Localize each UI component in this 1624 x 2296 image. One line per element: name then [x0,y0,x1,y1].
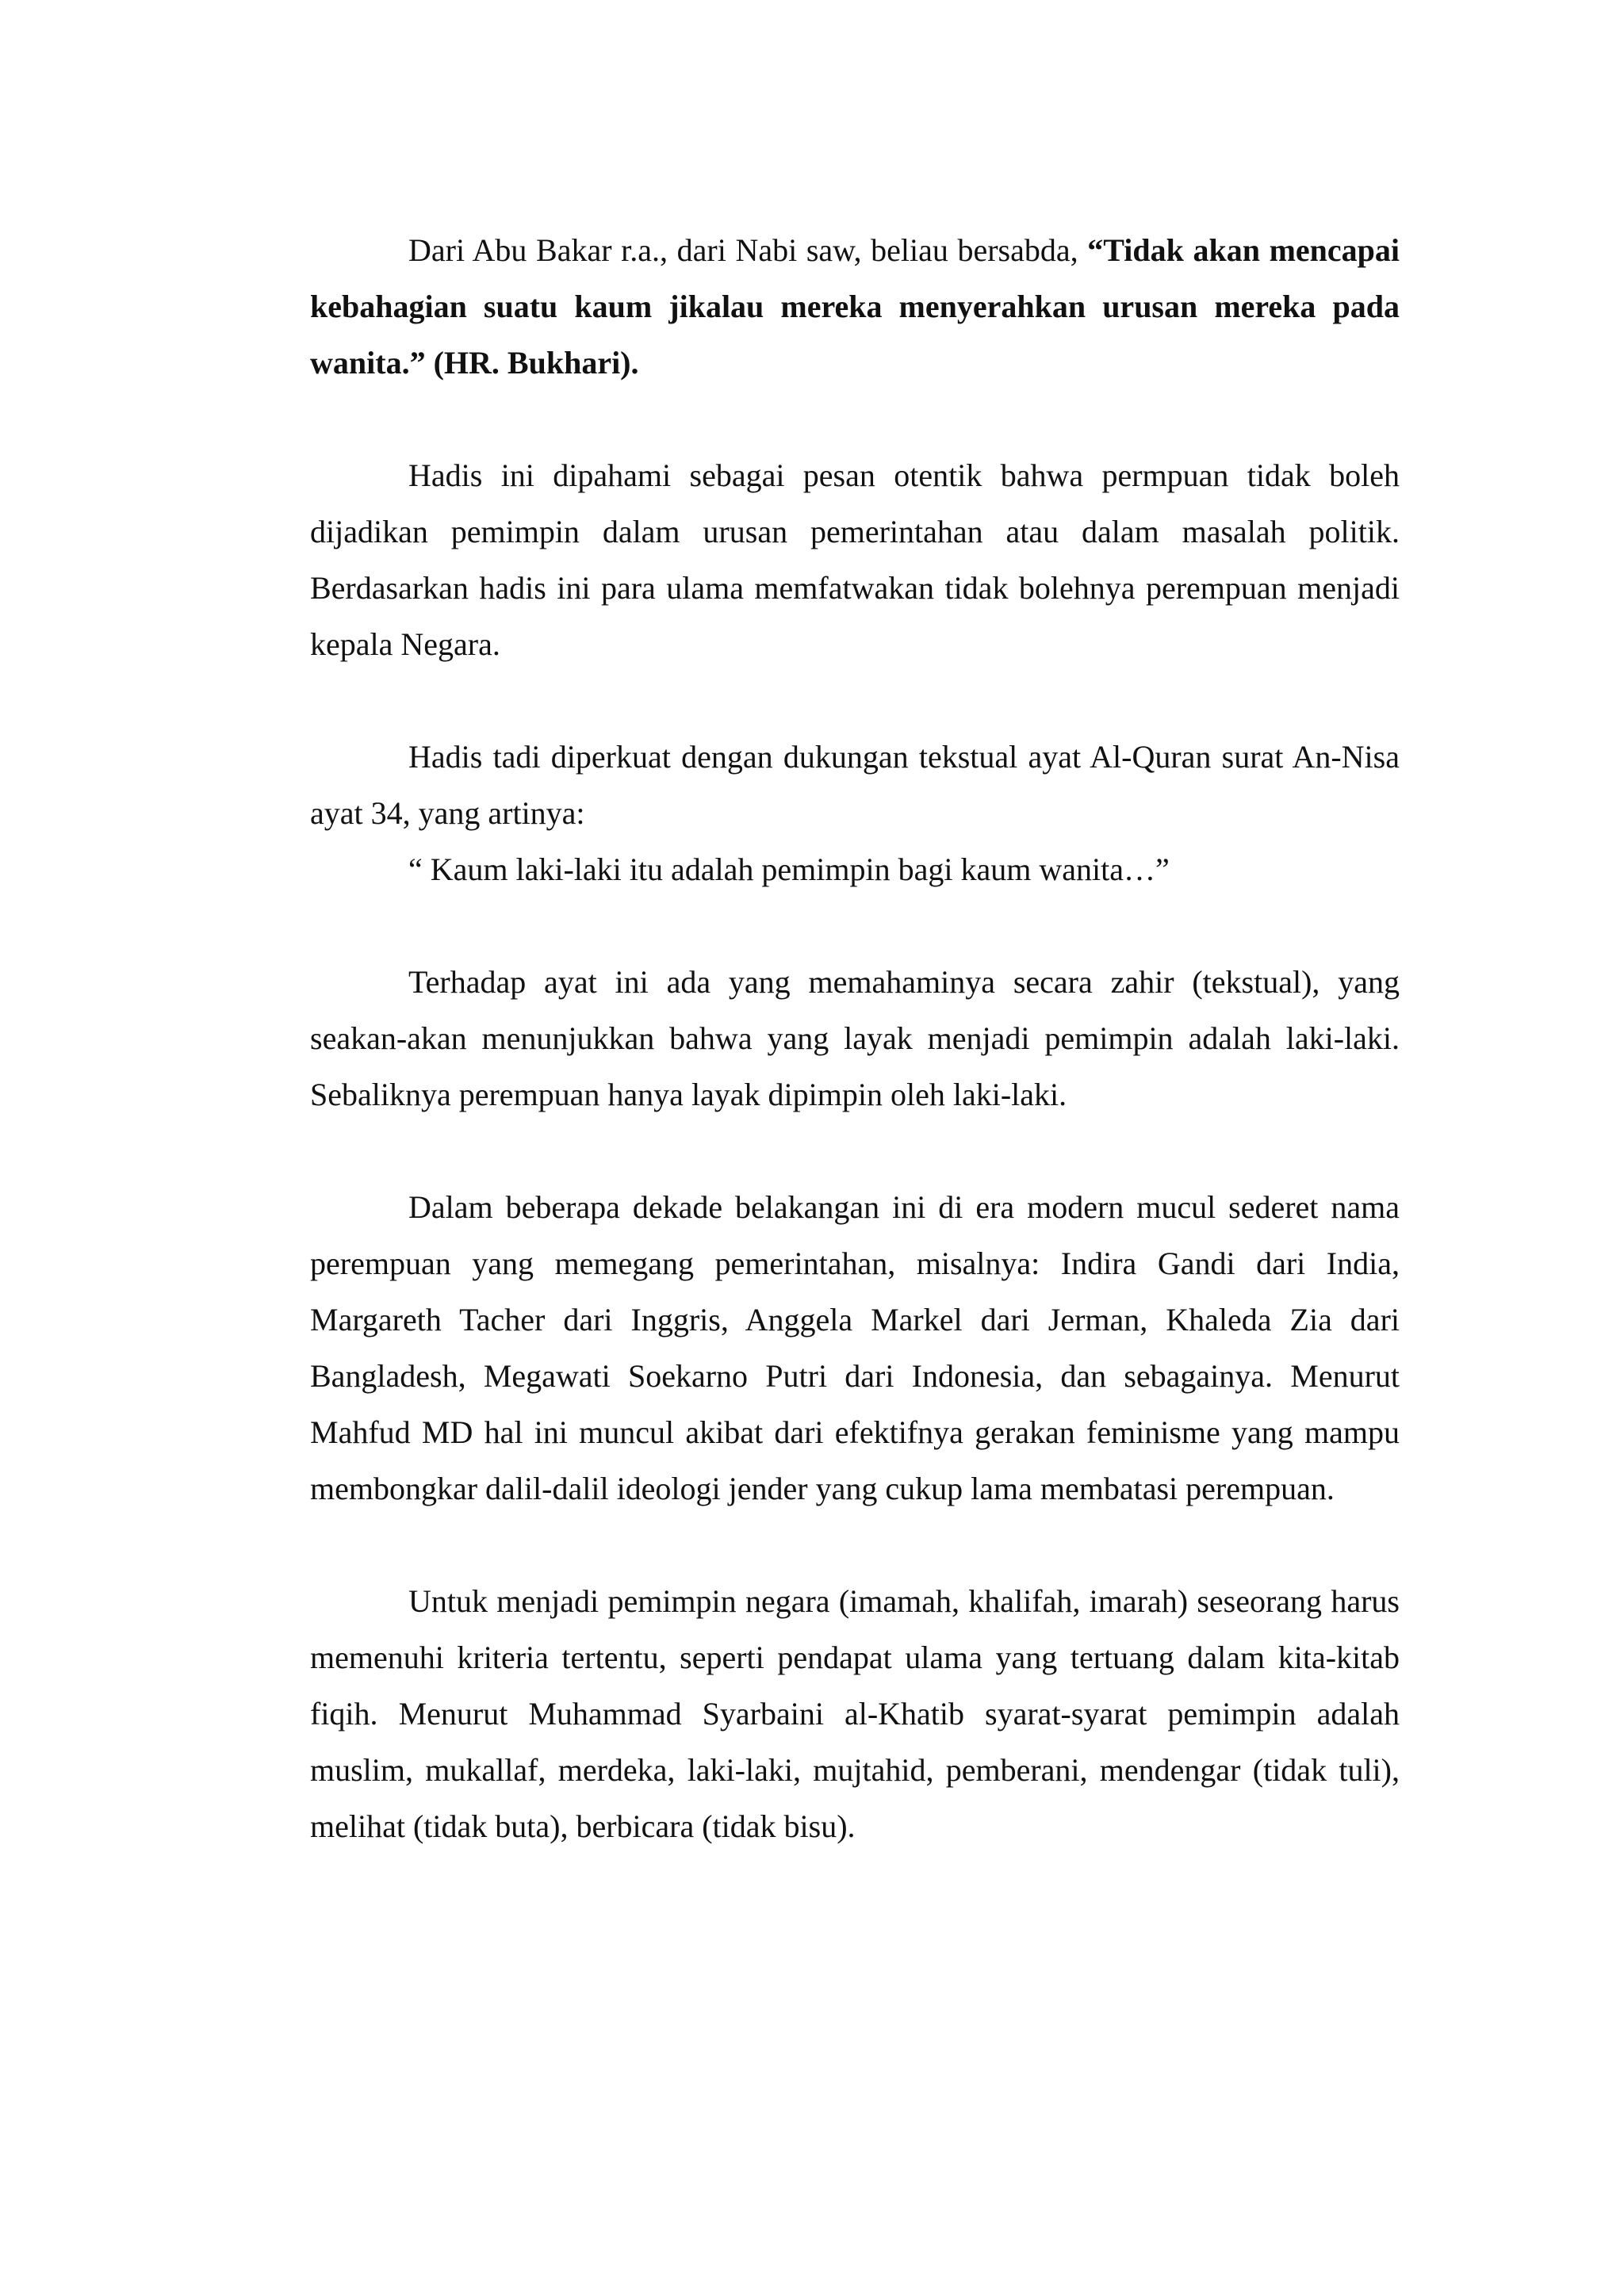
paragraph-quran-support: Hadis tadi diperkuat dengan dukungan tekstual ayat Al-Quran surat An-Nisa ayat 34, yang artinya: [310,739,1400,831]
paragraph-textual-reading: Terhadap ayat ini ada yang memahaminya secara zahir (tekstual), yang seakan-akan menunjukkan bahwa yang layak menjadi pemimpin adalah laki-laki. Sebaliknya perempuan hanya layak dipimpin oleh laki-laki. [310,964,1400,1112]
quran-verse-quote: “ Kaum laki-laki itu adalah pemimpin bagi kaum wanita…” [408,851,1170,887]
paragraph-interpretation: Hadis ini dipahami sebagai pesan otentik bahwa permpuan tidak boleh dijadikan pemimpin dalam urusan pemerintahan atau dalam masalah politik. Berdasarkan hadis ini para ulama memfatwakan tidak bolehnya perempuan menjadi kepala Negara. [310,457,1400,662]
paragraph-hadith [310,222,1400,391]
hadith-quote: “Tidak akan mencapai kebahagian suatu kaum jikalau mereka menyerahkan urusan mereka pada wanita.” [310,232,1400,381]
paragraph-hadith-intro: Dari Abu Bakar r.a., dari Nabi saw, beliau bersabda, [408,232,1088,268]
paragraph-leader-criteria: Untuk menjadi pemimpin negara (imamah, khalifah, imarah) seseorang harus memenuhi kriteria tertentu, seperti pendapat ulama yang tertuang dalam kita-kitab fiqih. Menurut Muhammad Syarbaini al-Khatib syarat-syarat pemimpin adalah muslim, mukallaf, merdeka, laki-laki, mujtahid, pemberani, mendengar (tidak tuli), melihat (tidak buta), berbicara (tidak bisu). [310,1583,1400,1844]
hadith-source: (HR. Bukhari). [425,345,639,381]
paragraph-modern-era: Dalam beberapa dekade belakangan ini di era modern mucul sederet nama perempuan yang memegang pemerintahan, misalnya: Indira Gandi dari India, Margareth Tacher dari Inggris, Anggela Markel dari Jerman, Khaleda Zia dari Bangladesh, Megawati Soekarno Putri dari Indonesia, dan sebagainya. Menurut Mahfud MD hal ini muncul akibat dari efektifnya gerakan feminisme yang mampu membongkar dalil-dalil ideologi jender yang cukup lama membatasi perempuan. [310,1189,1400,1506]
document-body [310,222,1400,1911]
